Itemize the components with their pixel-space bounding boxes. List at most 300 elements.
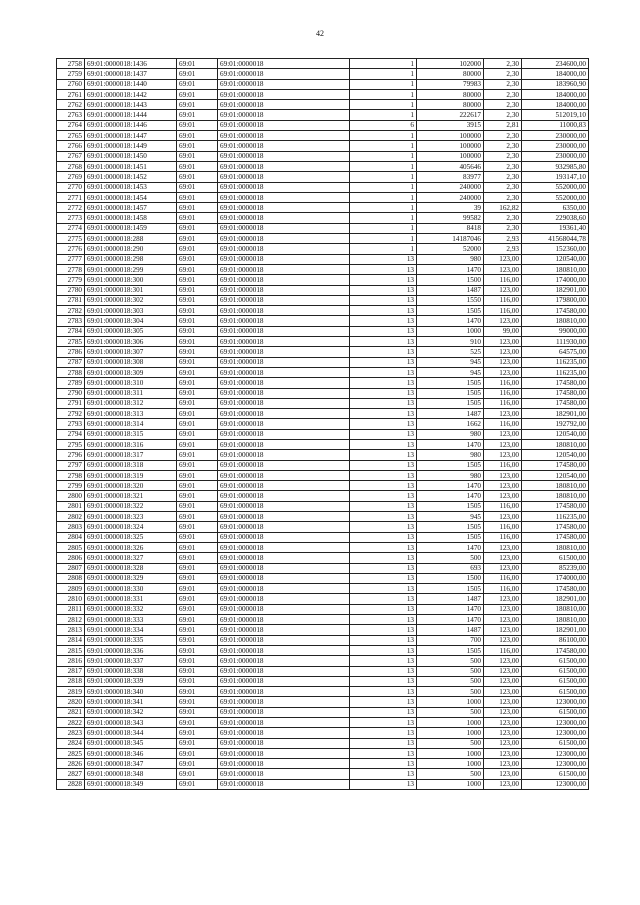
- specific-value-cell: 2,30: [484, 213, 522, 223]
- row-number-cell: 2787: [57, 357, 85, 367]
- cadastral-number-cell: 69:01:0000018:314: [85, 419, 177, 429]
- district-code-cell: 69:01: [177, 131, 218, 141]
- district-code-cell: 69:01: [177, 429, 218, 439]
- table-row: [57, 687, 589, 697]
- district-code-cell: 69:01: [177, 306, 218, 316]
- quarter-number-cell: 69:01:0000018: [218, 584, 350, 594]
- area-cell: 1470: [417, 542, 484, 552]
- table-row: [57, 357, 589, 367]
- area-cell: 1505: [417, 532, 484, 542]
- quarter-number-cell: 69:01:0000018: [218, 645, 350, 655]
- group-code-cell: 1: [350, 244, 417, 254]
- table-row: [57, 645, 589, 655]
- district-code-cell: 69:01: [177, 192, 218, 202]
- quarter-number-cell: 69:01:0000018: [218, 223, 350, 233]
- area-cell: 1000: [417, 748, 484, 758]
- specific-value-cell: 123,00: [484, 707, 522, 717]
- quarter-number-cell: 69:01:0000018: [218, 419, 350, 429]
- district-code-cell: 69:01: [177, 707, 218, 717]
- area-cell: 1505: [417, 460, 484, 470]
- group-code-cell: 13: [350, 326, 417, 336]
- row-number-cell: 2781: [57, 295, 85, 305]
- table-row: [57, 69, 589, 79]
- specific-value-cell: 123,00: [484, 666, 522, 676]
- table-row: [57, 419, 589, 429]
- district-code-cell: 69:01: [177, 769, 218, 779]
- row-number-cell: 2775: [57, 234, 85, 244]
- cadastral-value-cell: 123000,00: [522, 759, 589, 769]
- specific-value-cell: 123,00: [484, 285, 522, 295]
- area-cell: 52000: [417, 244, 484, 254]
- group-code-cell: 13: [350, 687, 417, 697]
- cadastral-number-cell: 69:01:0000018:339: [85, 676, 177, 686]
- row-number-cell: 2812: [57, 615, 85, 625]
- district-code-cell: 69:01: [177, 635, 218, 645]
- cadastral-number-cell: 69:01:0000018:302: [85, 295, 177, 305]
- cadastral-number-cell: 69:01:0000018:333: [85, 615, 177, 625]
- table-row: [57, 615, 589, 625]
- area-cell: 1505: [417, 645, 484, 655]
- quarter-number-cell: 69:01:0000018: [218, 748, 350, 758]
- table-row: [57, 584, 589, 594]
- row-number-cell: 2801: [57, 501, 85, 511]
- quarter-number-cell: 69:01:0000018: [218, 439, 350, 449]
- area-cell: 1505: [417, 306, 484, 316]
- district-code-cell: 69:01: [177, 419, 218, 429]
- district-code-cell: 69:01: [177, 285, 218, 295]
- quarter-number-cell: 69:01:0000018: [218, 275, 350, 285]
- area-cell: 945: [417, 367, 484, 377]
- area-cell: 1000: [417, 718, 484, 728]
- area-cell: 1487: [417, 625, 484, 635]
- cadastral-value-cell: 180810,00: [522, 542, 589, 552]
- quarter-number-cell: 69:01:0000018: [218, 491, 350, 501]
- cadastral-number-cell: 69:01:0000018:304: [85, 316, 177, 326]
- row-number-cell: 2817: [57, 666, 85, 676]
- specific-value-cell: 116,00: [484, 645, 522, 655]
- quarter-number-cell: 69:01:0000018: [218, 697, 350, 707]
- specific-value-cell: 123,00: [484, 264, 522, 274]
- district-code-cell: 69:01: [177, 59, 218, 69]
- group-code-cell: 13: [350, 542, 417, 552]
- cadastral-value-cell: 123000,00: [522, 697, 589, 707]
- cadastral-value-cell: 932985,80: [522, 161, 589, 171]
- group-code-cell: 1: [350, 79, 417, 89]
- district-code-cell: 69:01: [177, 347, 218, 357]
- table-row: [57, 728, 589, 738]
- quarter-number-cell: 69:01:0000018: [218, 604, 350, 614]
- cadastral-number-cell: 69:01:0000018:338: [85, 666, 177, 676]
- group-code-cell: 13: [350, 563, 417, 573]
- cadastral-number-cell: 69:01:0000018:331: [85, 594, 177, 604]
- table-row: [57, 522, 589, 532]
- quarter-number-cell: 69:01:0000018: [218, 563, 350, 573]
- row-number-cell: 2792: [57, 409, 85, 419]
- district-code-cell: 69:01: [177, 687, 218, 697]
- table-row: [57, 192, 589, 202]
- cadastral-number-cell: 69:01:0000018:312: [85, 398, 177, 408]
- table-body: [57, 59, 589, 790]
- specific-value-cell: 123,00: [484, 676, 522, 686]
- cadastral-value-cell: 182901,00: [522, 409, 589, 419]
- cadastral-number-cell: 69:01:0000018:1436: [85, 59, 177, 69]
- area-cell: 14187046: [417, 234, 484, 244]
- specific-value-cell: 116,00: [484, 573, 522, 583]
- group-code-cell: 1: [350, 213, 417, 223]
- quarter-number-cell: 69:01:0000018: [218, 110, 350, 120]
- area-cell: 1000: [417, 697, 484, 707]
- district-code-cell: 69:01: [177, 748, 218, 758]
- table-row: [57, 316, 589, 326]
- cadastral-number-cell: 69:01:0000018:299: [85, 264, 177, 274]
- district-code-cell: 69:01: [177, 326, 218, 336]
- quarter-number-cell: 69:01:0000018: [218, 306, 350, 316]
- specific-value-cell: 2,81: [484, 120, 522, 130]
- row-number-cell: 2807: [57, 563, 85, 573]
- quarter-number-cell: 69:01:0000018: [218, 738, 350, 748]
- row-number-cell: 2809: [57, 584, 85, 594]
- cadastral-value-cell: 180810,00: [522, 491, 589, 501]
- group-code-cell: 1: [350, 131, 417, 141]
- table-row: [57, 203, 589, 213]
- quarter-number-cell: 69:01:0000018: [218, 779, 350, 789]
- row-number-cell: 2782: [57, 306, 85, 316]
- specific-value-cell: 2,30: [484, 110, 522, 120]
- cadastral-number-cell: 69:01:0000018:321: [85, 491, 177, 501]
- row-number-cell: 2772: [57, 203, 85, 213]
- cadastral-value-cell: 193147,10: [522, 172, 589, 182]
- cadastral-number-cell: 69:01:0000018:1440: [85, 79, 177, 89]
- cadastral-value-cell: 152360,00: [522, 244, 589, 254]
- cadastral-number-cell: 69:01:0000018:316: [85, 439, 177, 449]
- specific-value-cell: 123,00: [484, 594, 522, 604]
- specific-value-cell: 116,00: [484, 398, 522, 408]
- cadastral-value-cell: 174580,00: [522, 584, 589, 594]
- specific-value-cell: 2,30: [484, 89, 522, 99]
- cadastral-number-cell: 69:01:0000018:1443: [85, 100, 177, 110]
- area-cell: 1470: [417, 316, 484, 326]
- district-code-cell: 69:01: [177, 645, 218, 655]
- row-number-cell: 2816: [57, 656, 85, 666]
- cadastral-value-cell: 184000,00: [522, 89, 589, 99]
- group-code-cell: 13: [350, 491, 417, 501]
- specific-value-cell: 123,00: [484, 656, 522, 666]
- specific-value-cell: 99,00: [484, 326, 522, 336]
- area-cell: 1662: [417, 419, 484, 429]
- cadastral-value-cell: 182901,00: [522, 285, 589, 295]
- cadastral-number-cell: 69:01:0000018:288: [85, 234, 177, 244]
- table-row: [57, 481, 589, 491]
- quarter-number-cell: 69:01:0000018: [218, 234, 350, 244]
- specific-value-cell: 2,30: [484, 69, 522, 79]
- table-row: [57, 100, 589, 110]
- cadastral-number-cell: 69:01:0000018:1459: [85, 223, 177, 233]
- cadastral-value-cell: 19361,40: [522, 223, 589, 233]
- quarter-number-cell: 69:01:0000018: [218, 89, 350, 99]
- quarter-number-cell: 69:01:0000018: [218, 337, 350, 347]
- row-number-cell: 2799: [57, 481, 85, 491]
- cadastral-number-cell: 69:01:0000018:315: [85, 429, 177, 439]
- table-row: [57, 347, 589, 357]
- quarter-number-cell: 69:01:0000018: [218, 429, 350, 439]
- area-cell: 3915: [417, 120, 484, 130]
- table-row: [57, 779, 589, 789]
- quarter-number-cell: 69:01:0000018: [218, 666, 350, 676]
- row-number-cell: 2780: [57, 285, 85, 295]
- group-code-cell: 13: [350, 625, 417, 635]
- group-code-cell: 1: [350, 161, 417, 171]
- district-code-cell: 69:01: [177, 584, 218, 594]
- district-code-cell: 69:01: [177, 563, 218, 573]
- area-cell: 80000: [417, 69, 484, 79]
- area-cell: 1505: [417, 398, 484, 408]
- row-number-cell: 2769: [57, 172, 85, 182]
- cadastral-number-cell: 69:01:0000018:318: [85, 460, 177, 470]
- row-number-cell: 2779: [57, 275, 85, 285]
- cadastral-value-cell: 123000,00: [522, 748, 589, 758]
- district-code-cell: 69:01: [177, 439, 218, 449]
- district-code-cell: 69:01: [177, 779, 218, 789]
- cadastral-number-cell: 69:01:0000018:346: [85, 748, 177, 758]
- cadastral-value-cell: 123000,00: [522, 718, 589, 728]
- cadastral-value-cell: 123000,00: [522, 728, 589, 738]
- area-cell: 1505: [417, 501, 484, 511]
- quarter-number-cell: 69:01:0000018: [218, 192, 350, 202]
- cadastral-value-cell: 120540,00: [522, 470, 589, 480]
- cadastral-number-cell: 69:01:0000018:309: [85, 367, 177, 377]
- cadastral-number-cell: 69:01:0000018:1446: [85, 120, 177, 130]
- group-code-cell: 13: [350, 573, 417, 583]
- row-number-cell: 2789: [57, 378, 85, 388]
- page-number: 42: [316, 29, 324, 38]
- group-code-cell: 13: [350, 532, 417, 542]
- specific-value-cell: 123,00: [484, 337, 522, 347]
- table-row: [57, 470, 589, 480]
- area-cell: 1000: [417, 326, 484, 336]
- area-cell: 1487: [417, 285, 484, 295]
- area-cell: 79983: [417, 79, 484, 89]
- table-row: [57, 460, 589, 470]
- cadastral-value-cell: 61500,00: [522, 676, 589, 686]
- table-row: [57, 635, 589, 645]
- row-number-cell: 2811: [57, 604, 85, 614]
- group-code-cell: 1: [350, 182, 417, 192]
- quarter-number-cell: 69:01:0000018: [218, 481, 350, 491]
- area-cell: 500: [417, 769, 484, 779]
- group-code-cell: 13: [350, 347, 417, 357]
- district-code-cell: 69:01: [177, 223, 218, 233]
- district-code-cell: 69:01: [177, 573, 218, 583]
- table-row: [57, 295, 589, 305]
- specific-value-cell: 123,00: [484, 316, 522, 326]
- row-number-cell: 2795: [57, 439, 85, 449]
- cadastral-value-cell: 552000,00: [522, 192, 589, 202]
- group-code-cell: 1: [350, 110, 417, 120]
- table-row: [57, 120, 589, 130]
- specific-value-cell: 2,93: [484, 234, 522, 244]
- row-number-cell: 2758: [57, 59, 85, 69]
- cadastral-value-cell: 120540,00: [522, 429, 589, 439]
- table-row: [57, 388, 589, 398]
- cadastral-value-cell: 180810,00: [522, 481, 589, 491]
- group-code-cell: 13: [350, 645, 417, 655]
- quarter-number-cell: 69:01:0000018: [218, 79, 350, 89]
- table-row: [57, 676, 589, 686]
- specific-value-cell: 123,00: [484, 470, 522, 480]
- quarter-number-cell: 69:01:0000018: [218, 542, 350, 552]
- area-cell: 1487: [417, 594, 484, 604]
- area-cell: 1470: [417, 264, 484, 274]
- table-row: [57, 491, 589, 501]
- table-row: [57, 748, 589, 758]
- group-code-cell: 13: [350, 295, 417, 305]
- row-number-cell: 2804: [57, 532, 85, 542]
- cadastral-value-cell: 99000,00: [522, 326, 589, 336]
- cadastral-number-cell: 69:01:0000018:337: [85, 656, 177, 666]
- group-code-cell: 13: [350, 388, 417, 398]
- specific-value-cell: 123,00: [484, 542, 522, 552]
- row-number-cell: 2770: [57, 182, 85, 192]
- cadastral-value-cell: 120540,00: [522, 450, 589, 460]
- group-code-cell: 13: [350, 615, 417, 625]
- quarter-number-cell: 69:01:0000018: [218, 161, 350, 171]
- district-code-cell: 69:01: [177, 234, 218, 244]
- cadastral-number-cell: 69:01:0000018:326: [85, 542, 177, 552]
- table-row: [57, 275, 589, 285]
- specific-value-cell: 116,00: [484, 419, 522, 429]
- cadastral-number-cell: 69:01:0000018:341: [85, 697, 177, 707]
- specific-value-cell: 116,00: [484, 522, 522, 532]
- district-code-cell: 69:01: [177, 295, 218, 305]
- group-code-cell: 1: [350, 234, 417, 244]
- specific-value-cell: 123,00: [484, 748, 522, 758]
- row-number-cell: 2762: [57, 100, 85, 110]
- district-code-cell: 69:01: [177, 357, 218, 367]
- table-row: [57, 151, 589, 161]
- table-row: [57, 223, 589, 233]
- cadastral-value-cell: 64575,00: [522, 347, 589, 357]
- area-cell: 1505: [417, 388, 484, 398]
- cadastral-value-cell: 174580,00: [522, 501, 589, 511]
- quarter-number-cell: 69:01:0000018: [218, 450, 350, 460]
- table-row: [57, 553, 589, 563]
- cadastral-number-cell: 69:01:0000018:320: [85, 481, 177, 491]
- district-code-cell: 69:01: [177, 161, 218, 171]
- area-cell: 980: [417, 254, 484, 264]
- cadastral-value-cell: 552000,00: [522, 182, 589, 192]
- group-code-cell: 13: [350, 501, 417, 511]
- cadastral-value-cell: 174580,00: [522, 378, 589, 388]
- table-row: [57, 110, 589, 120]
- district-code-cell: 69:01: [177, 522, 218, 532]
- group-code-cell: 13: [350, 367, 417, 377]
- row-number-cell: 2824: [57, 738, 85, 748]
- row-number-cell: 2760: [57, 79, 85, 89]
- district-code-cell: 69:01: [177, 141, 218, 151]
- specific-value-cell: 116,00: [484, 532, 522, 542]
- cadastral-number-cell: 69:01:0000018:319: [85, 470, 177, 480]
- group-code-cell: 13: [350, 481, 417, 491]
- specific-value-cell: 123,00: [484, 347, 522, 357]
- area-cell: 1500: [417, 275, 484, 285]
- area-cell: 1500: [417, 573, 484, 583]
- quarter-number-cell: 69:01:0000018: [218, 728, 350, 738]
- quarter-number-cell: 69:01:0000018: [218, 656, 350, 666]
- cadastral-number-cell: 69:01:0000018:334: [85, 625, 177, 635]
- area-cell: 980: [417, 470, 484, 480]
- row-number-cell: 2797: [57, 460, 85, 470]
- specific-value-cell: 2,30: [484, 151, 522, 161]
- cadastral-value-cell: 180810,00: [522, 439, 589, 449]
- quarter-number-cell: 69:01:0000018: [218, 398, 350, 408]
- specific-value-cell: 2,30: [484, 161, 522, 171]
- group-code-cell: 1: [350, 172, 417, 182]
- specific-value-cell: 162,82: [484, 203, 522, 213]
- area-cell: 1487: [417, 409, 484, 419]
- district-code-cell: 69:01: [177, 512, 218, 522]
- area-cell: 1470: [417, 481, 484, 491]
- area-cell: 500: [417, 553, 484, 563]
- district-code-cell: 69:01: [177, 337, 218, 347]
- specific-value-cell: 123,00: [484, 553, 522, 563]
- quarter-number-cell: 69:01:0000018: [218, 687, 350, 697]
- specific-value-cell: 123,00: [484, 367, 522, 377]
- table-row: [57, 182, 589, 192]
- cadastral-number-cell: 69:01:0000018:330: [85, 584, 177, 594]
- district-code-cell: 69:01: [177, 501, 218, 511]
- group-code-cell: 1: [350, 100, 417, 110]
- row-number-cell: 2819: [57, 687, 85, 697]
- district-code-cell: 69:01: [177, 656, 218, 666]
- area-cell: 945: [417, 512, 484, 522]
- cadastral-value-cell: 111930,00: [522, 337, 589, 347]
- table-row: [57, 337, 589, 347]
- group-code-cell: 13: [350, 264, 417, 274]
- cadastral-number-cell: 69:01:0000018:349: [85, 779, 177, 789]
- group-code-cell: 13: [350, 604, 417, 614]
- cadastral-number-cell: 69:01:0000018:328: [85, 563, 177, 573]
- cadastral-value-cell: 123000,00: [522, 779, 589, 789]
- group-code-cell: 13: [350, 439, 417, 449]
- group-code-cell: 13: [350, 460, 417, 470]
- cadastral-value-cell: 183960,90: [522, 79, 589, 89]
- row-number-cell: 2798: [57, 470, 85, 480]
- specific-value-cell: 2,30: [484, 79, 522, 89]
- table-row: [57, 326, 589, 336]
- cadastral-number-cell: 69:01:0000018:332: [85, 604, 177, 614]
- specific-value-cell: 123,00: [484, 738, 522, 748]
- district-code-cell: 69:01: [177, 69, 218, 79]
- cadastral-number-cell: 69:01:0000018:306: [85, 337, 177, 347]
- cadastral-number-cell: 69:01:0000018:1451: [85, 161, 177, 171]
- specific-value-cell: 123,00: [484, 779, 522, 789]
- area-cell: 100000: [417, 131, 484, 141]
- table-row: [57, 264, 589, 274]
- group-code-cell: 13: [350, 666, 417, 676]
- row-number-cell: 2759: [57, 69, 85, 79]
- quarter-number-cell: 69:01:0000018: [218, 460, 350, 470]
- row-number-cell: 2783: [57, 316, 85, 326]
- table-row: [57, 409, 589, 419]
- cadastral-number-cell: 69:01:0000018:1452: [85, 172, 177, 182]
- quarter-number-cell: 69:01:0000018: [218, 264, 350, 274]
- cadastral-value-cell: 230000,00: [522, 131, 589, 141]
- group-code-cell: 1: [350, 151, 417, 161]
- specific-value-cell: 123,00: [484, 769, 522, 779]
- area-cell: 1550: [417, 295, 484, 305]
- cadastral-value-cell: 234600,00: [522, 59, 589, 69]
- table-row: [57, 141, 589, 151]
